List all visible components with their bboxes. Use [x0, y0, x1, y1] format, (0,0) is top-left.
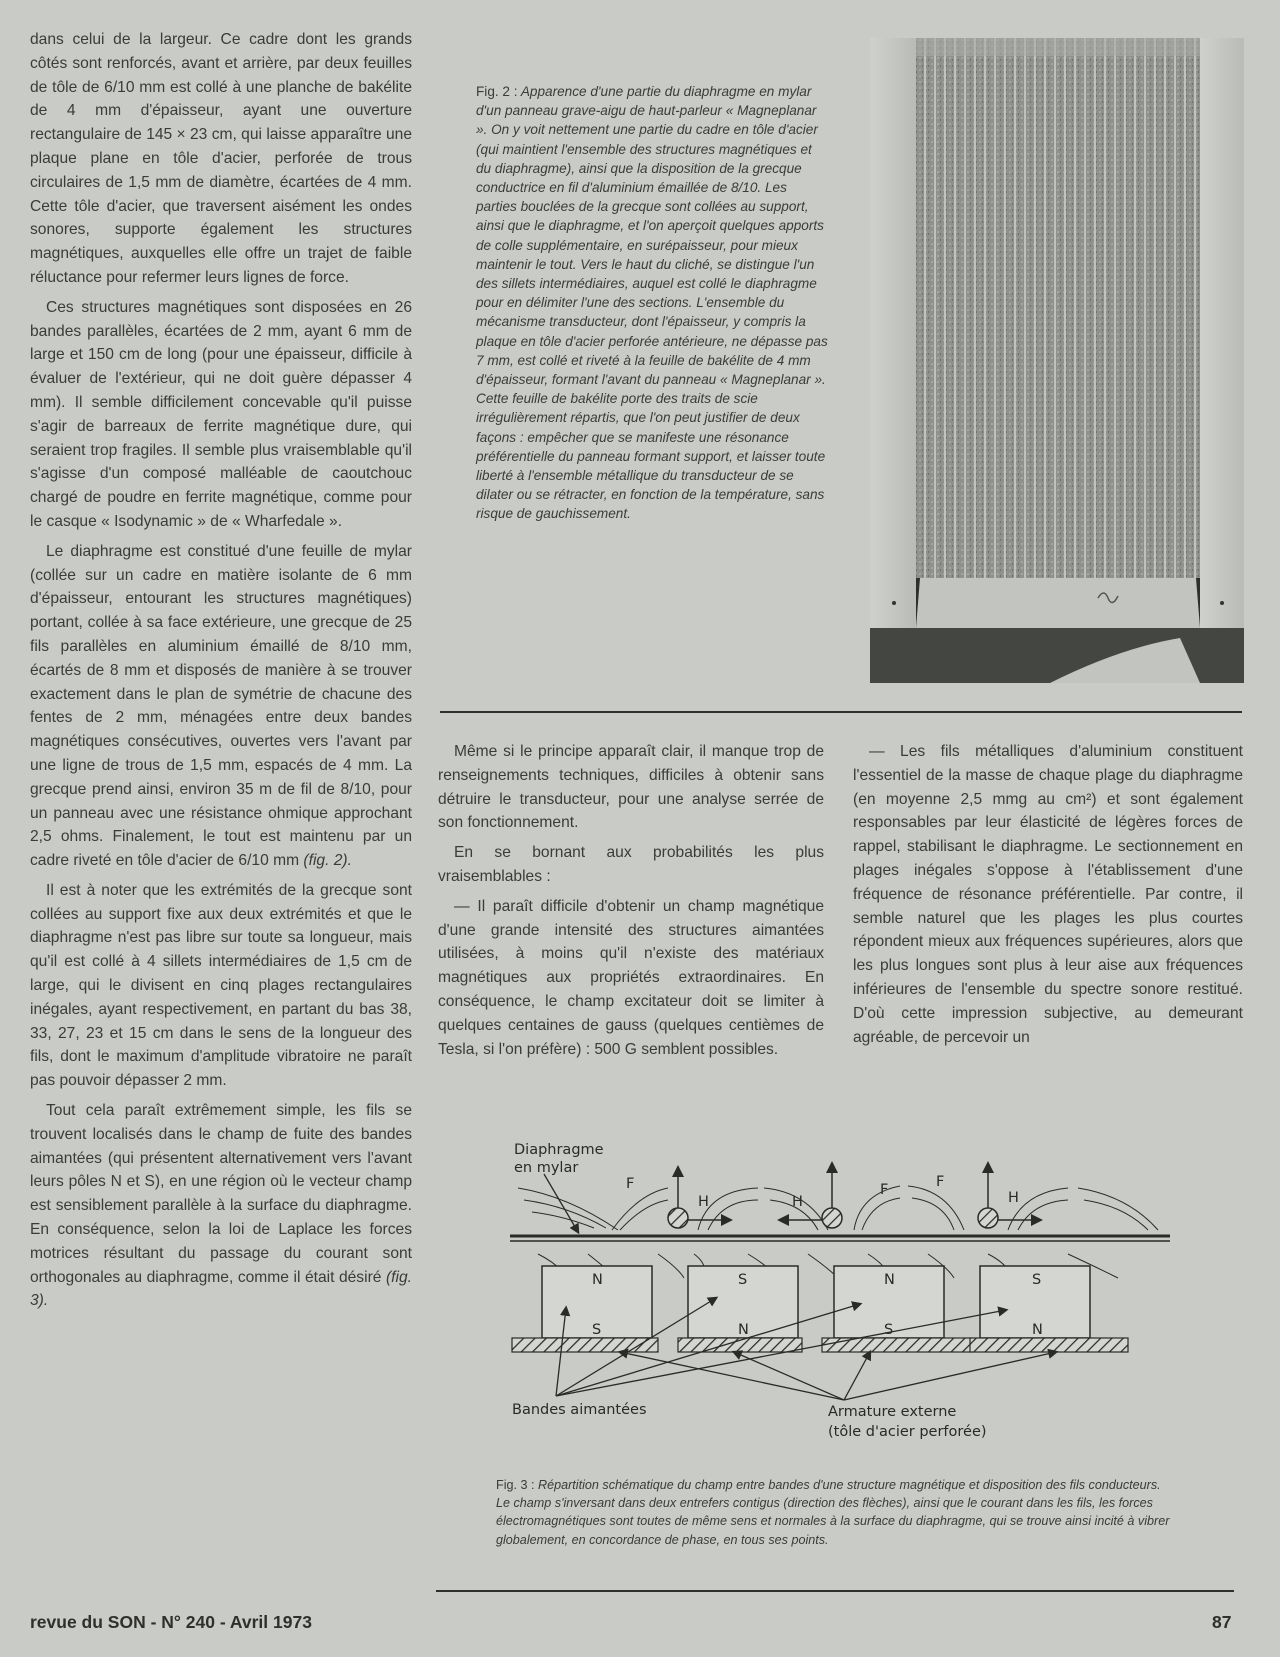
pole-bottom: S: [592, 1322, 602, 1338]
fig3-caption-text: Répartition schématique du champ entre bandes d'une structure magnétique et disposition des fils conducteurs. Le champ s'inversant dans deux entrefers contigus (direction des flèches), ainsi que le courant dans les fils, les forces électromagnétiques sont toutes de même sens et normales à la surface du diaphragme, qui se trouve ainsi incité à vibrer globalement, en concordance de phase, en tous ses points.: [496, 1478, 1170, 1547]
right-text-column: [853, 740, 1243, 1055]
magnet-4: [980, 1266, 1090, 1338]
force-label: F: [880, 1182, 889, 1198]
paragraph: [30, 1099, 412, 1313]
paragraph: [30, 540, 412, 873]
separator-rule: [440, 711, 1242, 713]
photo-frame-left: [870, 38, 916, 683]
paragraph-text: Tout cela paraît extrêmement simple, les fils se trouvent localisés dans le champ de fuite des bandes aimantées (qui présentent alternativement vers l'avant leurs pôles N et S), en une région où le vecteur champ est sensiblement parallèle à la surface du diaphragme. En conséquence, selon la loi de Laplace les forces motrices résultant du passage du courant sont orthogonales au diaphragme, comme il était désiré: [30, 1102, 412, 1286]
photo-frame-right: [1200, 38, 1244, 683]
label-magnets: Bandes aimantées: [512, 1402, 647, 1418]
photo-conductor-wires: [916, 38, 1200, 598]
left-text-column: [30, 28, 412, 1319]
field-label: H: [698, 1194, 709, 1210]
figure-reference: (fig. 3).: [30, 1268, 412, 1310]
photo-bottom-sillet: [916, 578, 1200, 628]
magnet-3: [834, 1266, 944, 1338]
middle-text-column: [438, 740, 824, 1067]
force-label: F: [936, 1174, 945, 1190]
fig3-label: Fig. 3 :: [496, 1478, 535, 1492]
field-label: H: [792, 1194, 803, 1210]
pole-top: S: [738, 1272, 748, 1288]
paragraph: Même si le principe apparaît clair, il manque trop de renseignements techniques, difficiles à obtenir sans détruire le transducteur, pour une analyse serrée de son fonctionnement.: [438, 743, 824, 832]
label-mylar: en mylar: [514, 1160, 579, 1176]
figure-reference: (fig. 2).: [303, 852, 352, 870]
pole-top: N: [592, 1272, 603, 1288]
paragraph: En se bornant aux probabilités les plus vraisemblables :: [438, 844, 824, 885]
pole-bottom: N: [738, 1322, 749, 1338]
separator-rule: [436, 1590, 1234, 1592]
field-label: H: [1008, 1190, 1019, 1206]
wire-3: [936, 1164, 1040, 1228]
pole-top: N: [884, 1272, 895, 1288]
label-armature: Armature externe: [828, 1404, 957, 1420]
paragraph: — Il paraît difficile d'obtenir un champ magnétique d'une grande intensité des structures aimantées utilisées, à moins qu'il n'existe des matériaux magnétiques aux propriétés extraordinaires. En conséquence, le champ excitateur doit se limiter à quelques centaines de gauss (quelques centièmes de Tesla, si l'on préfère) : 500 G semblent possibles.: [438, 897, 824, 1058]
force-label: F: [626, 1176, 635, 1192]
pole-bottom: S: [884, 1322, 894, 1338]
pole-top: S: [1032, 1272, 1042, 1288]
paragraph: — Les fils métalliques d'aluminium constituent l'essentiel de la masse de chaque plage du diaphragme (en moyenne 2,5 mmg au cm²) et sont également responsables par leur élasticité de légères forces de rappel, stabilisant le diaphragme. Le sectionnement en plages inégales s'oppose à l'établissement d'une fréquence de résonance préférentielle. Par contre, il semble naturel que les plages les plus courtes répondent mieux aux fréquences supérieures, alors que les plus longues sont plus à leur aise aux fréquences inférieures de l'ensemble du spectre sonore restitué. D'où cette impression subjective, au demeurant agréable, de percevoir un: [853, 743, 1243, 1046]
page-number: 87: [1212, 1612, 1232, 1632]
label-diaphragm: Diaphragme: [514, 1142, 604, 1158]
fig2-label: Fig. 2 :: [476, 84, 518, 99]
wire-2: [780, 1164, 888, 1228]
paragraph: dans celui de la largeur. Ce cadre dont les grands côtés sont renforcés, avant et arrière, par deux feuilles de tôle de 6/10 mm est collé à une planche de bakélite de 4 mm d'épaisseur, ayant une ouverture rectangulaire de 145 × 23 cm, qui laisse apparaître une plaque plane en tôle d'acier, perforée de trous circulaires de 1,5 mm de diamètre, écartées de 4 mm. Cette tôle d'acier, que traversent aisément les ondes sonores, supporte également les structures magnétiques, auxquelles elle offre un trajet de faible réluctance pour refermer leurs lignes de force.: [30, 31, 412, 286]
fig2-caption-text: Apparence d'une partie du diaphragme en mylar d'un panneau grave-aigu de haut-parleur « Magneplanar ». On y voit nettement une partie du cadre en tôle d'acier (qui maintient l'ensemble des structures magnétiques et du diaphragme), ainsi que la disposition de la grecque conductrice en fil d'aluminium émaillée de 8/10. Les parties bouclées de la grecque sont collées au support, ainsi que le diaphragme, et l'on aperçoit quelques apports de colle supplémentaire, en surépaisseur, pour mieux maintenir le tout. Vers le haut du cliché, se distingue l'un des sillets intermédiaires, auquel est collé le diaphragme pour en délimiter l'une des sections. L'ensemble du mécanisme transducteur, dont l'épaisseur, y compris la plaque en tôle d'acier perforée antérieure, ne dépasse pas 7 mm, est collé et riveté à la feuille de bakélite de 4 mm d'épaisseur, formant l'avant du panneau « Magneplanar ». Cette feuille de bakélite porte des traits de scie irrégulièrement répartis, que l'on peut justifier de deux façons : empêcher que se manifeste une résonance préférentielle du panneau formant support, et laisser toute liberté à l'ensemble métallique du transducteur de se dilater ou se rétracter, en fonction de la température, sans risque de gauchissement.: [476, 84, 828, 522]
paragraph: Il est à noter que les extrémités de la grecque sont collées au support fixe aux deux extrémités et que le diaphragme n'est pas libre sur toute sa longueur, mais qu'il est collé à 4 sillets intermédiaires de 1,5 cm de large, qui le divisent en cinq plages rectangulaires inégales, ayant respectivement, en partant du bas 38, 33, 27, 23 et 15 cm dans le sens de la longueur des fils, dont le maximum d'amplitude vibratoire ne paraît pas pouvoir dépasser 2 mm.: [30, 881, 412, 1090]
fig3-caption: [496, 1476, 1176, 1549]
pole-bottom: N: [1032, 1322, 1043, 1338]
paragraph-text: Le diaphragme est constitué d'une feuille de mylar (collée sur un cadre en matière isolante de 6 mm d'épaisseur, entourant les structures magnétiques) portant, collée à sa face extérieure, une grecque de 25 fils parallèles en aluminium émaillé de 8/10 mm, écartés de 8 mm et disposés de manière à se trouver exactement dans le plan de symétrie de chacune des fentes de 2 mm, ménagées entre deux bandes magnétiques consécutives, ouvertes vers l'avant par une ligne de trous de 1,5 mm, espacés de 4 mm. La grecque prend ainsi, environ 35 m de fil de 8/10, pour un panneau avec une résistance ohmique approchant 2,5 ohms. Finalement, le tout est maintenu par un cadre riveté en tôle d'acier de 6/10 mm: [30, 542, 412, 870]
fig3-diagram: [508, 1138, 1172, 1446]
fig2-photo-diaphragm: [870, 38, 1244, 683]
fig2-caption: [476, 82, 828, 524]
magnet-1: [542, 1266, 652, 1338]
footer-journal: revue du SON - N° 240 - Avril 1973: [30, 1612, 312, 1632]
label-armature-detail: (tôle d'acier perforée): [828, 1424, 987, 1440]
paragraph: Ces structures magnétiques sont disposées en 26 bandes parallèles, écartées de 2 mm, ayant 6 mm de large et 150 cm de long (pour une épaisseur, difficile à évaluer de l'extérieur, qui ne doit guère dépasser 4 mm). Il semble difficilement concevable qu'il puisse s'agir de barreaux de ferrite magnétique dure, qui seraient trop fragiles. Il semble plus vraisemblable qu'il s'agisse d'un composé malléable de caoutchouc chargé de poudre en ferrite magnétique, comme pour le casque « Isodynamic » de « Wharfedale ».: [30, 298, 412, 530]
